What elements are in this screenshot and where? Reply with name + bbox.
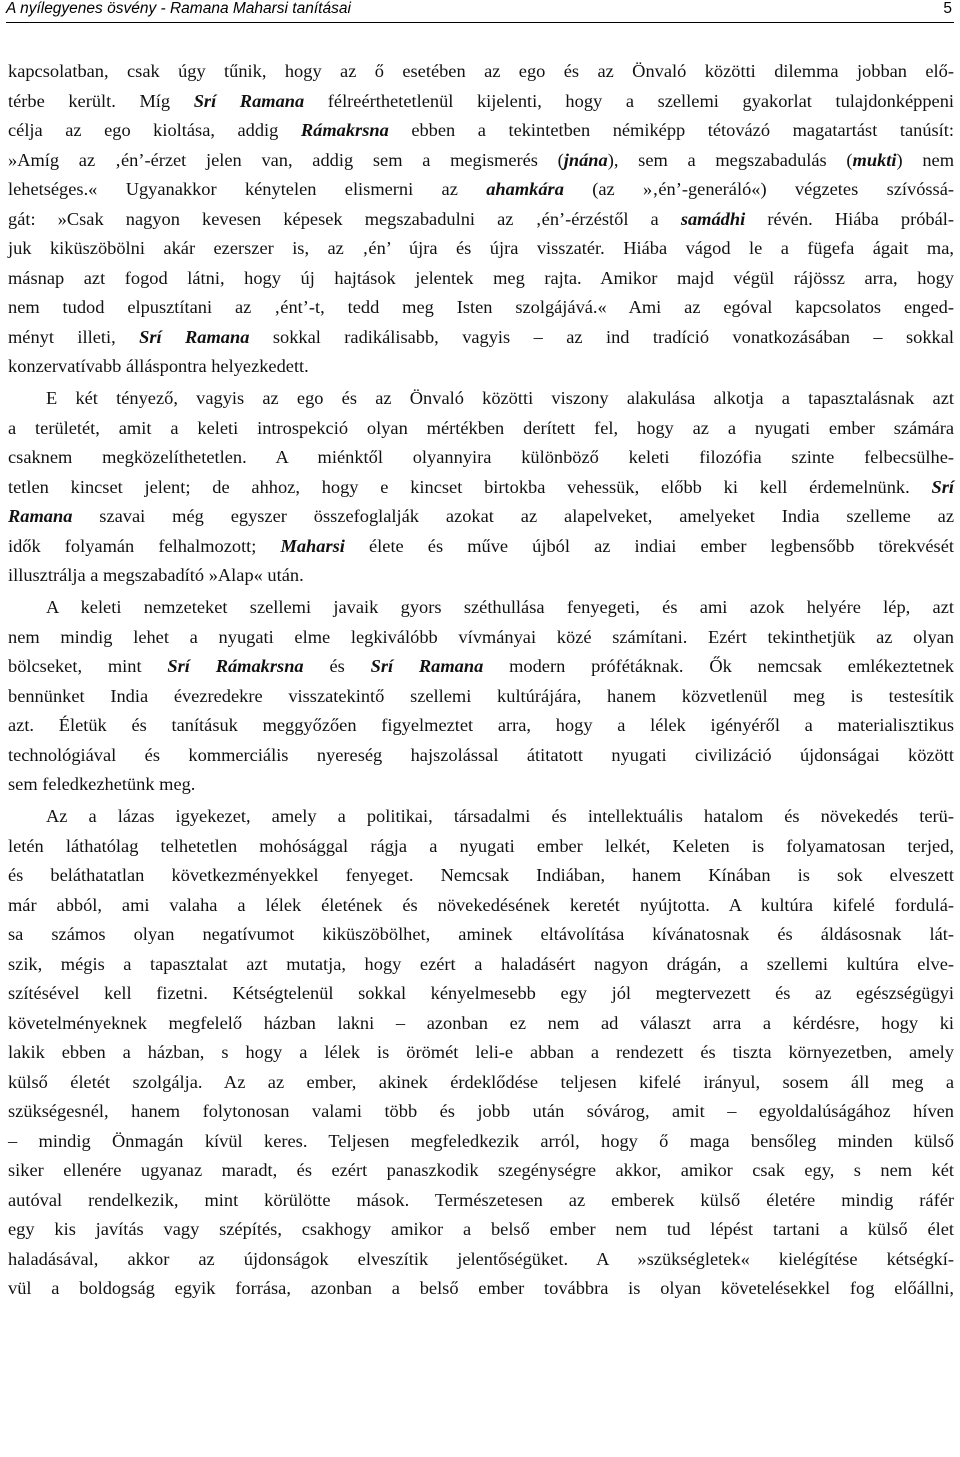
text-line: és beláthatatlan következményekkel fenyeget. Nemcsak Indiában, hanem Kínában is sok elveszett	[8, 865, 954, 885]
text-line: illusztrálja a megszabadító »Alap« után.	[8, 565, 304, 585]
text-line: nem tudod elpusztítani az ‚ént’-t, tedd meg Isten szolgájává.« Ami az egóval kapcsolatos enged-	[8, 297, 954, 317]
text-line: sem feledkezhetünk meg.	[8, 774, 196, 794]
text-line: bennünket India évezredekre visszatekintő szellemi kultúrájára, hanem közvetlenül meg is testesítik	[8, 685, 954, 706]
text-line: haladásával, akkor az újdonságok elveszítik jelentőségüket. A »szükségletek« kielégítése kétségkí-	[8, 1248, 954, 1269]
text-line: – mindig Önmagán kívül keres. Teljesen megfeledkezik arról, hogy ő maga bensőleg minden külső	[8, 1130, 954, 1151]
text-line: E két tényező, vagyis az ego és az Önvaló közötti viszony alakulása alkotja a tapasztalásnak azt	[46, 388, 954, 408]
text-line: Ramana szavai még egyszer összefoglalják azokat az alapelveket, amelyeket India szelleme az	[8, 506, 954, 526]
text-line: ményt illeti, Srí Ramana sokkal radikálisabb, vagyis – az ind tradíció vonatkozásában – sokkal	[8, 326, 954, 347]
text-line: lehetséges.« Ugyanakkor kénytelen elismerni az ahamkára (az »‚én’-generáló«) végzetes szívóssá-	[8, 179, 954, 199]
text-line: »Amíg az ‚én’-érzet jelen van, addig sem a megismerés (jnána), sem a megszabadulás (mukti) nem	[8, 149, 954, 170]
text-line: a területét, amit a keleti introspekció olyan mértékben derített fel, hogy az a nyugati ember számára	[8, 417, 954, 438]
text-line: bölcseket, mint Srí Rámakrsna és Srí Ramana modern prófétáknak. Ők nemcsak emlékeztetnek	[8, 656, 954, 676]
text-line: másnap azt fogod látni, hogy új hajtások jelentek meg rajta. Amikor majd végül rájössz arra, hogy	[8, 267, 954, 288]
text-line: szik, mégis a tapasztalat azt mutatja, hogy ezért a haladásért nagyon drágán, a szellemi kultúra elve-	[8, 953, 954, 974]
text-line: Az a lázas igyekezet, amely a politikai, társadalmi és intellektuális hatalom és növekedés terü-	[46, 806, 954, 826]
text-line: letén láthatólag telhetetlen mohósággal rágja a nyugati ember lelkét, Keleten is folyamatosan terjed,	[8, 835, 954, 856]
text-line: idők folyamán felhalmozott; Maharsi élete és műve újból az indiai ember legbensőbb törekvését	[8, 535, 954, 556]
text-line: térbe került. Míg Srí Ramana félreérthetetlenül kijelenti, hogy a szellemi gyakorlat tulajdonképpeni	[8, 90, 954, 111]
text-line: szítésével kell fizetni. Kétségtelenül sokkal kényelmesebb egy jól megtervezett és az egészségügyi	[8, 983, 954, 1003]
text-line: A keleti nemzeteket szellemi javaik gyors széthullása fenyegeti, és ami azok helyére lép, azt	[46, 597, 954, 617]
header-title: A nyílegyenes ösvény - Ramana Maharsi tanításai	[6, 0, 351, 17]
text-line: technológiával és kommerciális nyereség hajszolással átitatott nyugati civilizáció újdonságai között	[8, 744, 954, 765]
text-line: egy kis javítás vagy szépítés, csakhogy amikor a belső ember nem tud lépést tartani a külső élet	[8, 1219, 954, 1239]
document-body	[8, 57, 954, 1304]
paragraph	[8, 384, 954, 591]
text-line: autóval rendelkezik, mint körülötte mások. Természetesen az emberek külső életére mindig ráfér	[8, 1189, 954, 1210]
text-line: tetlen kincset jelent; de ahhoz, hogy e kincset birtokba vehessük, előbb ki kell érdemelnünk. Srí	[8, 476, 954, 497]
text-line: juk kiküszöbölni akár ezerszer is, az ‚én’ újra és újra visszatér. Hiába vágod le a fügefa ágait ma,	[8, 238, 954, 258]
text-line: azt. Életük és tanításuk meggyőzően figyelmeztet arra, hogy a lélek igényéről a materialisztikus	[8, 715, 954, 735]
text-line: lakik ebben a házban, s hogy a lélek is örömét leli-e abban a rendezett és tiszta környezetben, amely	[8, 1042, 954, 1062]
text-line: nem mindig lehet a nyugati elme legkiválóbb vívmányai közé számítani. Ezért tekinthetjük az olyan	[8, 626, 954, 647]
paragraph	[8, 802, 954, 1304]
text-line: csaknem megközelíthetetlen. A miénktől olyannyira különböző keleti filozófia szinte felbecsülhe-	[8, 447, 954, 467]
text-line: gát: »Csak nagyon kevesen képesek megszabadulni az ‚én’-érzéstől a samádhi révén. Hiába próbál-	[8, 208, 954, 229]
text-line: sa számos olyan negatívumot kiküszöbölhet, aminek eltávolítása kívánatosnak és áldásosnak lát-	[8, 924, 954, 944]
page-number: 5	[943, 0, 952, 17]
running-header	[6, 0, 954, 23]
text-line: siker ellenére ugyanaz maradt, és ezért panaszkodik szegénységre akkor, amikor csak egy, s nem két	[8, 1160, 954, 1180]
text-line: szükségesnél, hanem folytonosan valami több és jobb után sóvárog, amit – egyoldalúságához híven	[8, 1101, 954, 1121]
text-line: külső életét szolgálja. Az az ember, akinek érdeklődése teljesen kifelé irányul, sosem áll meg a	[8, 1071, 954, 1092]
paragraph	[8, 593, 954, 800]
text-line: kapcsolatban, csak úgy tűnik, hogy az ő esetében az ego és az Önvaló közötti dilemma jobban elő-	[8, 61, 954, 81]
text-line: vül a boldogság egyik forrása, azonban a belső ember továbbra is olyan követelésekkel fog előállni,	[8, 1278, 954, 1298]
text-line: követelményeknek megfelelő házban lakni – azonban ez nem ad választ arra a kérdésre, hogy ki	[8, 1012, 954, 1033]
text-line: konzervatívabb álláspontra helyezkedett.	[8, 356, 309, 376]
text-line: már abból, ami valaha a lélek életének és növekedésének keretét nyújtotta. A kultúra kifelé fordulá-	[8, 894, 954, 915]
text-line: célja az ego kioltása, addig Rámakrsna ebben a tekintetben némiképp tétovázó magatartást tanúsít:	[8, 120, 955, 140]
paragraph	[8, 57, 954, 382]
